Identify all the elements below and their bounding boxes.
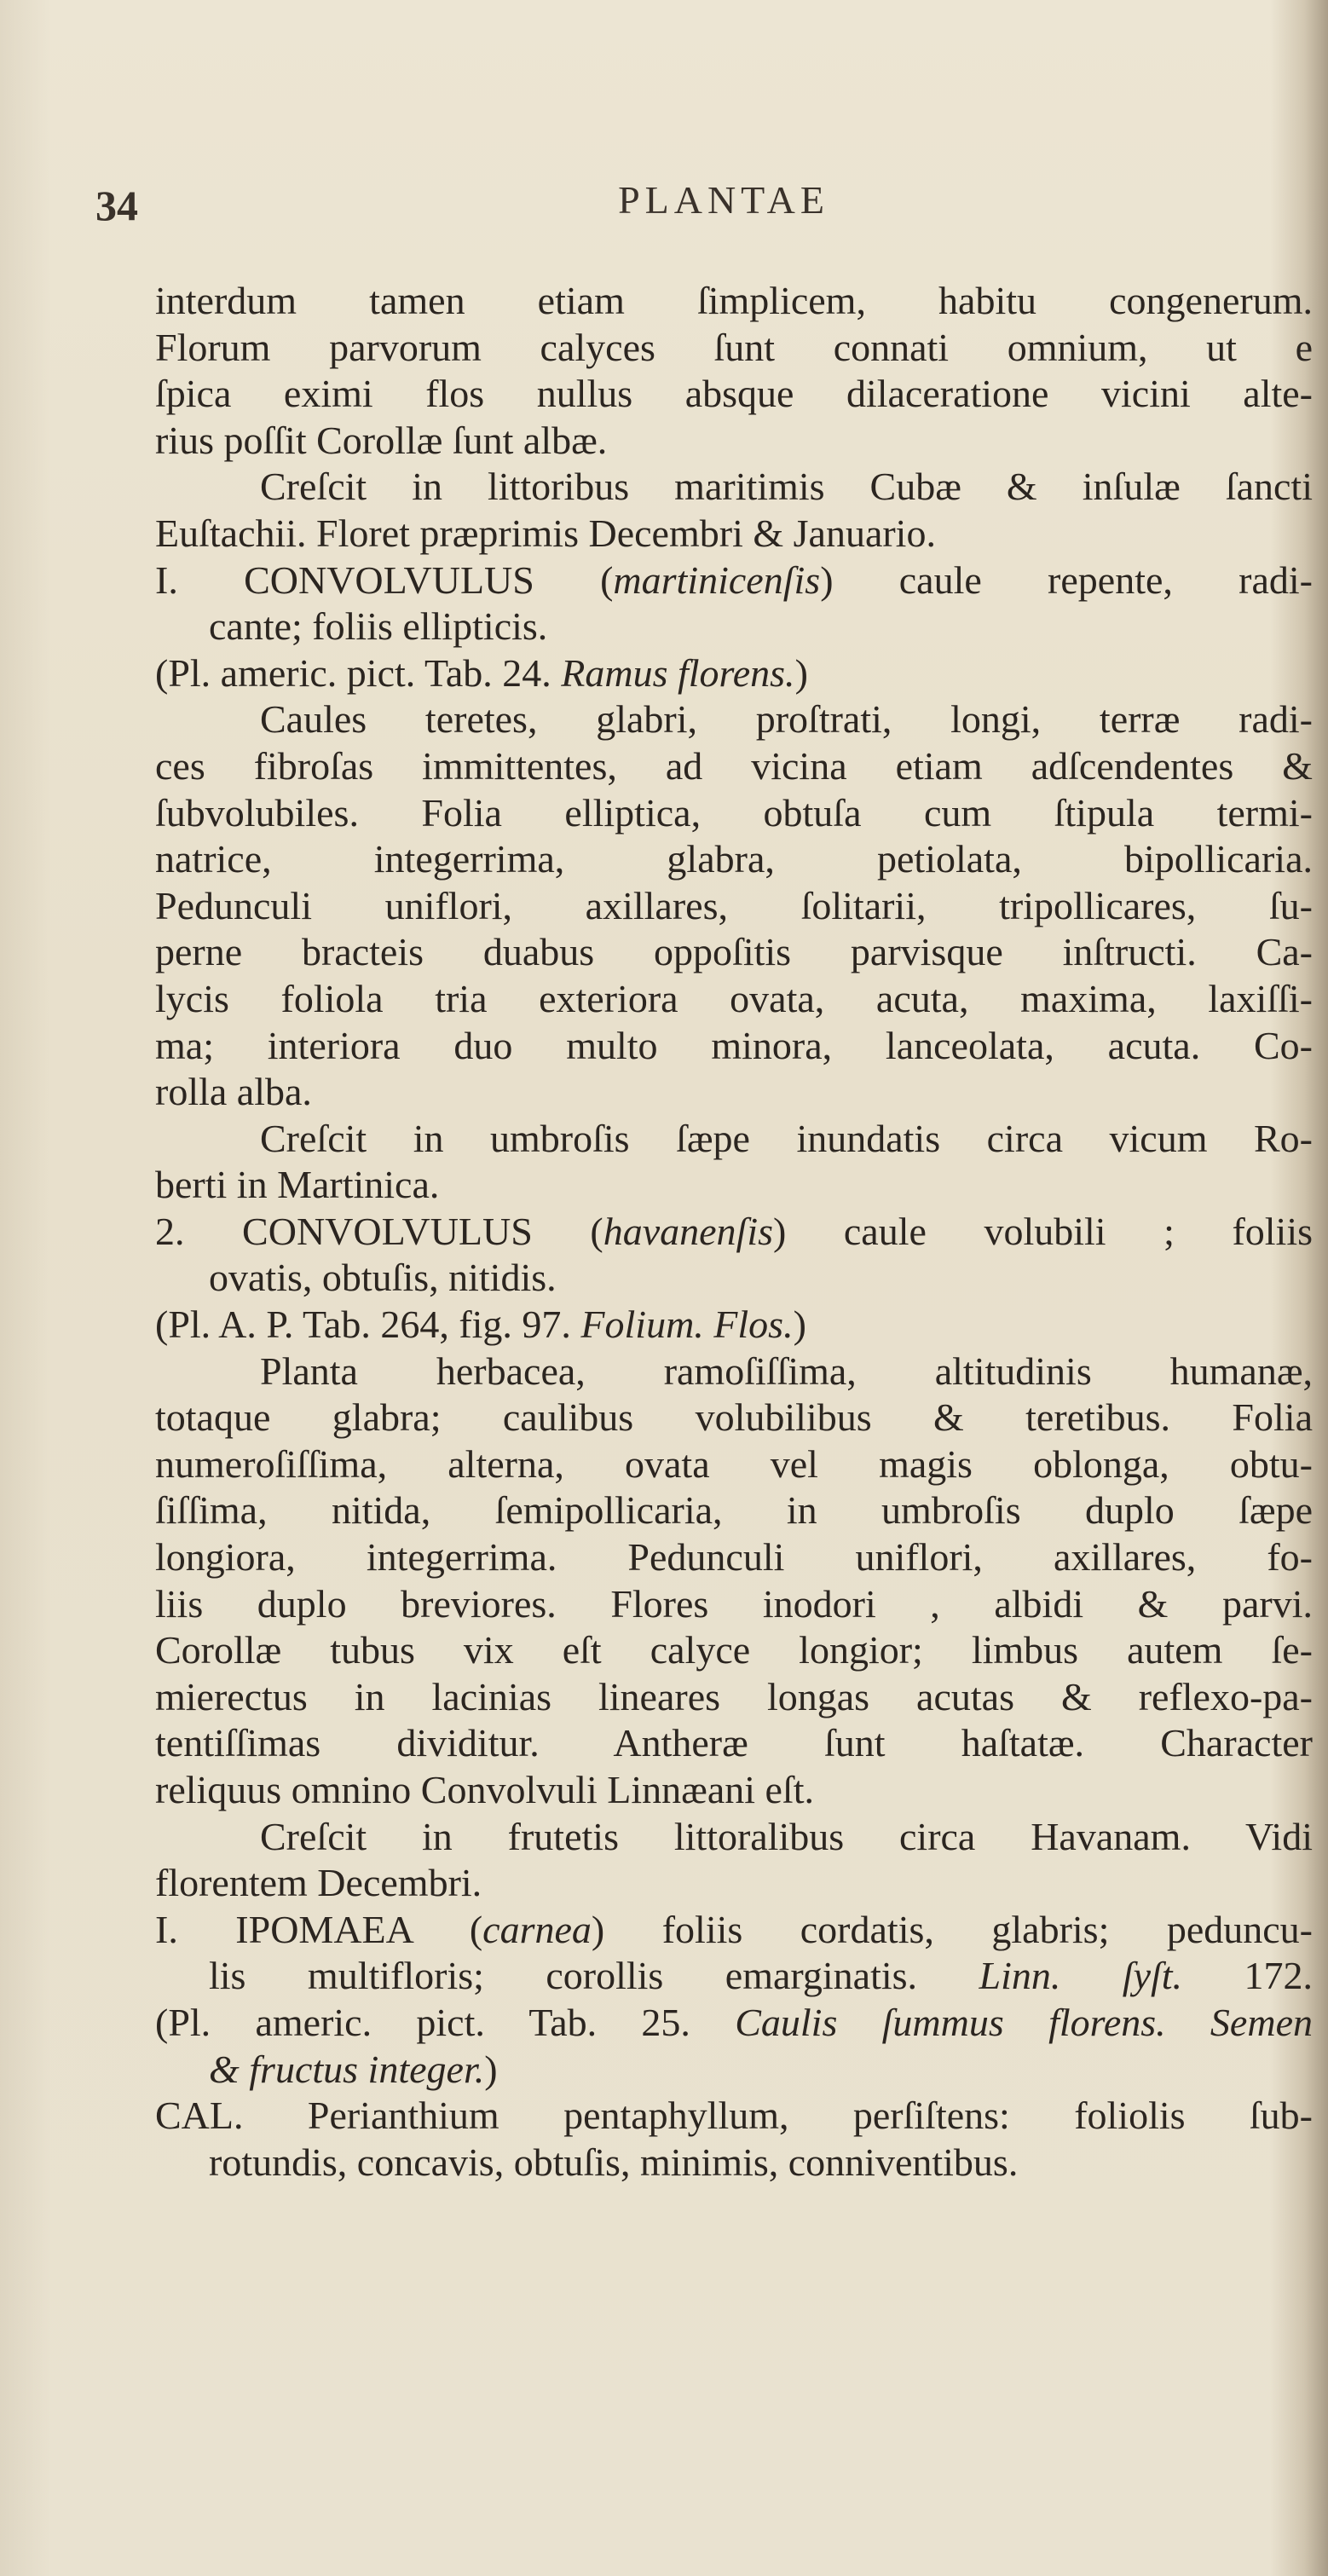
text-segment: (Pl. A. P. Tab. 264, fig. 97.: [155, 1302, 581, 1347]
text-segment: reliquus omnino Convolvuli Linnæani eſt.: [155, 1768, 815, 1811]
text-line: [155, 1534, 1313, 1581]
text-segment: natrice, integerrima, glabra, petiolata, bipollicaria.: [155, 837, 1313, 881]
text-line: [155, 371, 1313, 418]
text-segment: ovatis, obtuſis, nitidis.: [209, 1256, 557, 1300]
text-line: [155, 1627, 1313, 1674]
italic-text-segment: martinicenſis: [613, 557, 821, 602]
text-segment: Creſcit in littoribus maritimis Cubæ & inſulæ ſancti: [260, 465, 1313, 509]
text-segment: Creſcit in frutetis littoralibus circa Havanam. Vidi: [260, 1814, 1313, 1858]
text-segment: numeroſiſſima, alterna, ovata vel magis oblonga, obtu-: [155, 1441, 1313, 1486]
text-segment: lis multifloris; corollis emarginatis.: [209, 1954, 979, 1998]
text-segment: I. IPOMAEA (: [155, 1907, 483, 1951]
text-line: [155, 604, 1313, 650]
italic-text-segment: & fructus integer.: [209, 2047, 485, 2091]
text-segment: ſpica eximi flos nullus absque dilaceratione vicini alte-: [155, 372, 1313, 416]
text-segment: tentiſſimas dividitur. Antheræ ſunt haſtatæ. Character: [155, 1721, 1313, 1765]
text-segment: ma; interiora duo multo minora, lanceolata, acuta. Co-: [155, 1023, 1313, 1067]
text-segment: I. CONVOLVULUS (: [155, 557, 614, 602]
italic-text-segment: Linn. ſyſt.: [979, 1954, 1183, 1998]
text-segment: rolla alba.: [155, 1070, 312, 1114]
text-line: [155, 836, 1313, 883]
text-line: [155, 1953, 1313, 2000]
text-line: [155, 929, 1313, 976]
text-segment: Corollæ tubus vix eſt calyce longior; limbus autem ſe-: [155, 1628, 1313, 1672]
italic-text-segment: havanenſis: [603, 1209, 773, 1253]
text-segment: mierectus in lacinias lineares longas acutas & reflexo-pa-: [155, 1674, 1313, 1718]
running-title: PLANTAE: [618, 178, 829, 222]
text-line: [155, 278, 1313, 325]
text-segment: 172.: [1182, 1954, 1314, 1998]
text-line: [155, 1069, 1313, 1116]
text-segment: (Pl. americ. pict. Tab. 25.: [155, 2000, 736, 2044]
text-segment: berti in Martinica.: [155, 1163, 440, 1207]
text-line: [155, 1767, 1313, 1814]
text-line: [155, 1674, 1313, 1721]
text-segment: liis duplo breviores. Flores inodori , albidi & parvi.: [155, 1581, 1313, 1626]
text-segment: ): [793, 1302, 806, 1347]
text-line: [155, 976, 1313, 1023]
text-segment: cante; foliis ellipticis.: [209, 604, 548, 649]
text-line: [155, 2000, 1313, 2047]
text-line: [155, 1255, 1313, 1302]
text-line: [155, 650, 1313, 697]
text-line: [155, 511, 1313, 557]
page-number: 34: [95, 182, 138, 229]
text-segment: lycis foliola tria exteriora ovata, acuta, maxima, laxiſſi-: [155, 976, 1313, 1020]
text-line: [155, 1814, 1313, 1861]
text-segment: ces fibroſas immittentes, ad vicina etiam adſcendentes &: [155, 743, 1313, 788]
text-segment: ) caule volubili ; foliis: [773, 1209, 1313, 1253]
text-segment: rius poſſit Corollæ ſunt albæ.: [155, 418, 608, 462]
text-segment: perne bracteis duabus oppoſitis parvisque inſtructi. Ca-: [155, 930, 1313, 974]
text-line: [155, 2047, 1313, 2094]
text-line: [155, 1302, 1313, 1349]
text-segment: ): [484, 2047, 498, 2091]
text-segment: (Pl. americ. pict. Tab. 24.: [155, 650, 562, 695]
text-line: [155, 557, 1313, 604]
text-segment: florentem Decembri.: [155, 1861, 482, 1905]
text-segment: Planta herbacea, ramoſiſſima, altitudinis humanæ,: [260, 1349, 1313, 1393]
text-line: [155, 1720, 1313, 1767]
text-segment: Pedunculi uniflori, axillares, ſolitarii, tripollicares, ſu-: [155, 883, 1313, 927]
text-segment: ſiſſima, nitida, ſemipollicaria, in umbroſis duplo ſæpe: [155, 1488, 1313, 1533]
text-segment: Creſcit in umbroſis ſæpe inundatis circa vicum Ro-: [260, 1116, 1313, 1160]
italic-text-segment: Folium. Flos.: [580, 1302, 794, 1347]
text-line: [155, 325, 1313, 372]
text-segment: ) caule repente, radi-: [820, 557, 1313, 602]
text-line: [155, 696, 1313, 743]
text-line: [155, 1907, 1313, 1954]
text-line: [155, 743, 1313, 790]
text-segment: Florum parvorum calyces ſunt connati omnium, ut e: [155, 325, 1313, 369]
text-line: [155, 1023, 1313, 1070]
text-segment: longiora, integerrima. Pedunculi uniflori, axillares, fo-: [155, 1535, 1313, 1580]
text-segment: interdum tamen etiam ſimplicem, habitu congenerum.: [155, 279, 1313, 322]
text-line: [155, 1349, 1313, 1395]
text-line: [155, 1487, 1313, 1534]
text-line: [155, 1860, 1313, 1907]
text-line: [155, 1441, 1313, 1488]
text-segment: CAL. Perianthium pentaphyllum, perſiſtens: foliolis ſub-: [155, 2094, 1313, 2138]
italic-text-segment: Caulis ſummus florens. Semen: [735, 2000, 1313, 2044]
text-segment: Euſtachii. Floret præprimis Decembri & Januario.: [155, 511, 936, 555]
text-segment: ): [794, 650, 808, 695]
text-segment: 2. CONVOLVULUS (: [155, 1209, 603, 1253]
text-segment: ) foliis cordatis, glabris; peduncu-: [591, 1907, 1313, 1951]
text-segment: ſubvolubiles. Folia elliptica, obtuſa cum ſtipula termi-: [155, 790, 1313, 835]
text-segment: Caules teretes, glabri, proſtrati, longi, terræ radi-: [260, 697, 1313, 742]
text-line: [155, 1581, 1313, 1628]
text-line: [155, 418, 1313, 465]
text-line: [155, 1162, 1313, 1209]
text-line: [155, 1116, 1313, 1163]
text-segment: totaque glabra; caulibus volubilibus & teretibus. Folia: [155, 1395, 1313, 1440]
text-line: [155, 2140, 1313, 2186]
text-line: [155, 464, 1313, 511]
page-body-text: [155, 278, 1313, 2186]
text-line: [155, 2093, 1313, 2140]
italic-text-segment: carnea: [482, 1907, 592, 1951]
text-segment: rotundis, concavis, obtuſis, minimis, conniventibus.: [209, 2140, 1019, 2184]
text-line: [155, 883, 1313, 930]
text-line: [155, 1395, 1313, 1441]
text-line: [155, 1209, 1313, 1256]
italic-text-segment: Ramus florens.: [561, 650, 795, 695]
text-line: [155, 790, 1313, 837]
